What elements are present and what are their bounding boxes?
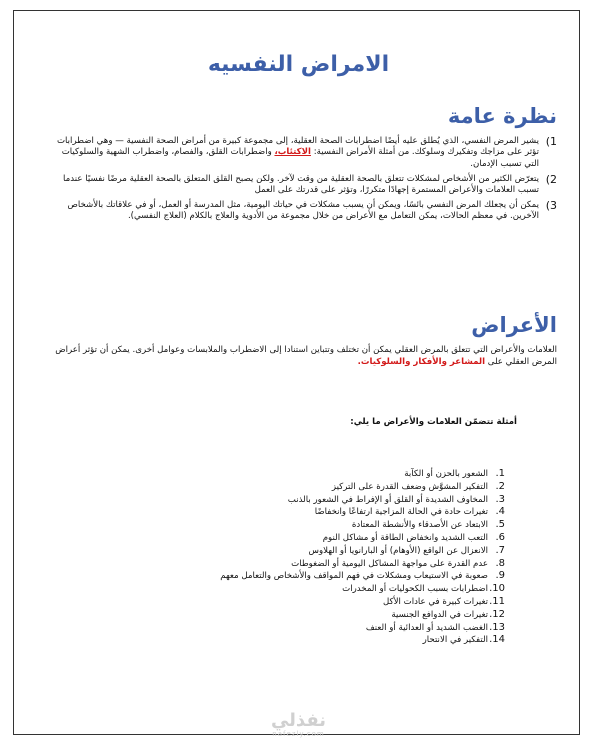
- symptom-text: التفكير في الانتحار: [422, 635, 488, 646]
- symptom-number: 1.: [495, 468, 505, 479]
- symptom-item: [105, 506, 505, 519]
- item-text: يمكن أن يجعلك المرض النفسي بائسًا، ويمكن أن يسبب مشكلات في حياتك اليومية، مثل المدرسة أو العمل، أو في علاقاتك بالأشخاص الآخرين. في معظم الحالات، يمكن التعامل مع الأعراض من خلال مجموعة من الأدوية والعلاج بالكلام (العلاج النفسي).: [67, 200, 539, 222]
- symptom-number: 11.: [489, 595, 505, 607]
- watermark: [0, 712, 597, 738]
- symptom-number: 4.: [495, 506, 505, 518]
- symptom-number: 8.: [495, 557, 505, 569]
- examples-heading: أمثلة تتضمّن العلامات والأعراض ما يلي:: [350, 417, 517, 427]
- symptom-item: [105, 570, 505, 583]
- symptom-text: التفكير المشوَّش وضعف القدرة على التركيز: [331, 481, 488, 492]
- item-number: 2): [545, 173, 557, 186]
- symptom-text: الابتعاد عن الأصدقاء والأنشطة المعتادة: [351, 520, 488, 531]
- item-number: 3): [545, 199, 557, 212]
- symptom-text: الغضب الشديد أو العدائية أو العنف: [365, 622, 488, 633]
- symptoms-heading: الأعراض: [471, 313, 557, 337]
- symptom-text: الشعور بالحزن أو الكآبة: [404, 469, 488, 479]
- symptom-item: [105, 468, 505, 481]
- symptom-number: 10.: [489, 583, 505, 595]
- symptoms-paragraph: [52, 344, 557, 368]
- symptom-item: [105, 545, 505, 558]
- symptom-number: 6.: [495, 531, 505, 543]
- symptom-number: 14.: [489, 634, 505, 646]
- symptom-text: الانعزال عن الواقع (الأوهام) أو البارانويا أو الهلاوس: [308, 545, 488, 556]
- symptom-number: 13.: [489, 621, 505, 633]
- highlight-depression: الاكتئاب،: [274, 147, 311, 158]
- paragraph-text: العلامات والأعراض التي تتعلق بالمرض العقلي يمكن أن تختلف وتتباين استنادا إلى الاضطراب والملابسات وعوامل أخرى. يمكن أن تؤثر أعراض المرض العقلي على: [55, 345, 557, 367]
- symptom-number: 2.: [495, 480, 505, 492]
- symptom-text: تغيرات حادة في الحالة المزاجية ارتفاعًا وانخفاضًا: [314, 507, 488, 518]
- symptom-text: اضطرابات بسبب الكحوليات أو المخدرات: [342, 584, 488, 595]
- overview-item-3: [52, 200, 557, 223]
- item-text-part: يشير المرض النفسي، الذي يُطلق عليه أيضًا اضطرابات الصحة العقلية، إلى مجموعة كبيرة من أمراض الصحة النفسية — وهي اضطرابات تؤثر على مزاجك وتفكيرك وسلوكك. من أمثلة الأمراض النفسية:: [56, 136, 539, 158]
- symptom-item: [105, 494, 505, 507]
- symptom-item: [105, 583, 505, 596]
- item-text: يتعرّض الكثير من الأشخاص لمشكلات تتعلق بالصحة العقلية من وقت لآخر. ولكن يصبح القلق المتعلق بالصحة العقلية مرضًا نفسيًا عندما تسبب العلامات والأعراض المستمرة إجهادًا متكررًا، وتؤثر على قدرتك على العمل: [63, 174, 539, 196]
- symptom-number: 12.: [489, 608, 505, 620]
- overview-item-1: [52, 136, 557, 170]
- watermark-url: nafezly.com: [272, 730, 325, 738]
- page-title: الامراض النفسيه: [207, 52, 390, 77]
- symptom-item: [105, 532, 505, 545]
- symptom-item: [105, 609, 505, 622]
- symptom-text: صعوبة في الاستيعاب ومشكلات في فهم المواقف والأشخاص والتعامل معهم: [220, 571, 488, 582]
- symptom-item: [105, 634, 505, 647]
- overview-item-2: [52, 174, 557, 197]
- symptom-text: تغيرات في الدوافع الجنسية: [391, 609, 488, 620]
- symptom-text: عدم القدرة على مواجهة المشاكل اليومية أو الضغوطات: [291, 558, 488, 569]
- highlight-feelings: المشاعر والأفكار والسلوكيات.: [357, 357, 486, 367]
- symptom-item: [105, 622, 505, 635]
- symptom-number: 7.: [495, 544, 505, 556]
- symptom-item: [105, 481, 505, 494]
- symptom-item: [105, 519, 505, 532]
- overview-heading: نظرة عامة: [447, 104, 557, 128]
- symptoms-list: [105, 468, 505, 647]
- item-text: [52, 136, 539, 170]
- watermark-logo-text: نفذلي: [270, 710, 327, 731]
- symptom-text: التعب الشديد وانخفاض الطاقة أو مشاكل النوم: [322, 532, 488, 543]
- symptom-text: المخاوف الشديدة أو القلق أو الإفراط في الشعور بالذنب: [287, 494, 488, 505]
- symptom-text: تغيرات كبيرة في عادات الأكل: [382, 596, 488, 607]
- symptom-number: 5.: [495, 519, 505, 531]
- symptom-number: 9.: [495, 570, 505, 582]
- symptom-item: [105, 558, 505, 571]
- symptom-number: 3.: [495, 493, 505, 505]
- symptom-item: [105, 596, 505, 609]
- item-number: 1): [545, 135, 557, 148]
- item-text-part: واضطرابات القلق، والفصام، واضطراب الشهية والسلوكيات التي تسبب الإدمان.: [61, 147, 539, 169]
